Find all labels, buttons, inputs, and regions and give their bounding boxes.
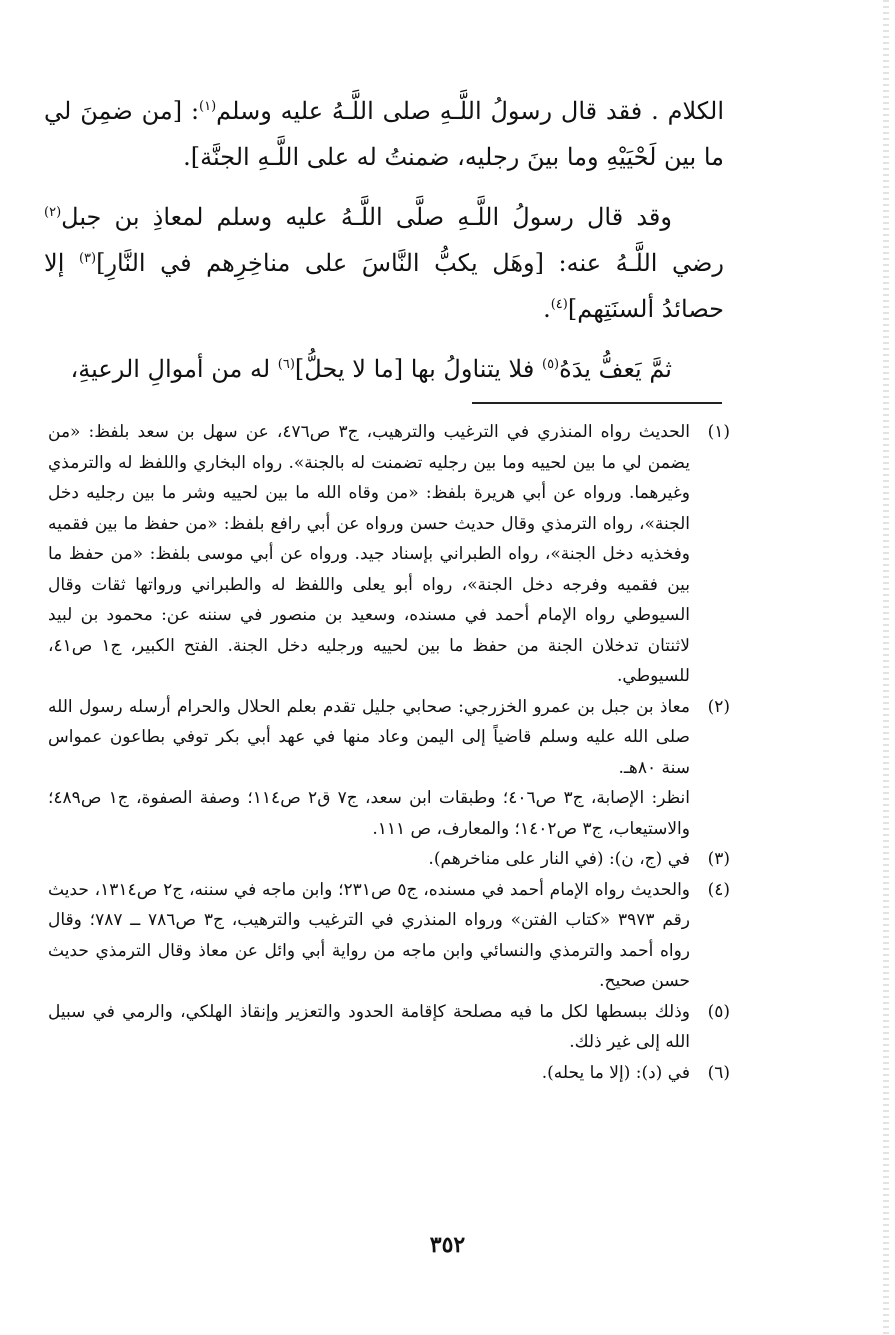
paragraph-2-text-d: . — [543, 295, 551, 323]
footnote-number: (٢) — [707, 696, 730, 717]
footnote-text: وذلك ببسطها لكل ما فيه مصلحة كإقامة الحدود والتعزير وإنقاذ الهلكي، والرمي في سبيل الله إلى غير ذلك. — [48, 1001, 690, 1052]
footnote-3 — [48, 844, 730, 875]
footnote-6 — [48, 1058, 730, 1089]
footnote-number: (٤) — [707, 879, 730, 900]
footnote-4 — [48, 875, 730, 997]
footnote-text: الحديث رواه المنذري في الترغيب والترهيب، ج٣ ص٤٧٦، عن سهل بن سعد بلفظ: «من يضمن لي ما بين لحييه وما بين رجليه تضمنت له بالجنة». رواه البخاري واللفظ له والترمذي وغيرهما. ورواه عن أبي هريرة بلفظ: «من وقاه الله ما بين لحييه وشر ما بين رجليه دخل الجنة»، رواه الترمذي وقال حديث حسن ورواه عن أبي رافع بلفظ: «من حفظ ما بين فقميه وفخذيه دخل الجنة»، رواه الطبراني بإسناد جيد. ورواه عن أبي موسى بلفظ: «من حفظ ما بين فقميه وفرجه دخل الجنة»، رواه أبو يعلى واللفظ له والطبراني ورواتها ثقات وقال السيوطي رواه الإمام أحمد في مسنده، وسعيد بن منصور في سننه عن: محمود بن لبيد لاثنتان تدخلان الجنة من حفظ ما بين لحييه ورجليه دخل الجنة. الفتح الكبير، ج١ ص٤١، للسيوطي. — [48, 422, 690, 686]
footnote-text: والحديث رواه الإمام أحمد في مسنده، ج٥ ص٢٣١؛ وابن ماجه في سننه، ج٢ ص١٣١٤، حديث رقم ٣٩٧٣ «كتاب الفتن» ورواه المنذري في الترغيب والترهيب، ج٣ ص٧٨٦ ــ ٧٨٧؛ وقال رواه أحمد والترمذي والنسائي وابن ماجه من رواية أبي وائل عن معاذ وقال الترمذي حديث حسن صحيح. — [48, 879, 691, 991]
footnote-number: (٥) — [707, 1001, 730, 1022]
paragraph-3 — [44, 346, 724, 392]
footnote-ref-5: (٥) — [541, 357, 560, 372]
footnote-ref-6: (٦) — [277, 357, 295, 372]
footnote-number: (٣) — [707, 849, 730, 869]
paragraph-3-text-b: فلا يتناولُ بها [ما لا يحلُّ] — [294, 355, 542, 383]
paragraph-2-text-c: إلا حصائدُ ألسنَتِهم] — [44, 249, 724, 323]
footnote-5 — [48, 997, 730, 1058]
footnote-ref-2: (٢) — [44, 205, 62, 220]
scan-edge — [883, 0, 889, 1335]
footnote-2 — [48, 692, 730, 845]
paragraph-2-text: وقد قال رسولُ اللَّـهِ صلَّى اللَّـهُ عليه وسلم لمعاذِ بن جبل — [61, 203, 672, 231]
page-number: ٣٥٢ — [429, 1232, 466, 1258]
footnote-ref-3: (٣) — [78, 251, 97, 266]
footnote-number: (٦) — [707, 1062, 730, 1083]
footnote-separator — [472, 402, 722, 404]
footnote-text: في (ج، ن): (في النار على مناخرهم). — [428, 849, 690, 869]
paragraph-1 — [44, 88, 724, 180]
footnote-text: في (د): (إلا ما يحله). — [541, 1062, 690, 1083]
footnote-text-sources: انظر: الإصابة، ج٣ ص٤٠٦؛ وطبقات ابن سعد، ج٧ ق٢ ص١١٤؛ وصفة الصفوة، ج١ ص٤٨٩؛ والاستيعاب، ج٣ ص١٤٠٢؛ والمعارف، ص ١١١. — [48, 788, 690, 839]
paragraph-2 — [44, 194, 724, 332]
footnote-text: معاذ بن جبل بن عمرو الخزرجي: صحابي جليل تقدم بعلم الحلال والحرام أرسله رسول الله صلى الله عليه وسلم قاضياً إلى اليمن وعاد منها في عهد أبي بكر توفي بطاعون عمواس سنة ٨٠هـ. — [48, 696, 690, 778]
main-text — [44, 88, 724, 406]
footnotes — [48, 417, 730, 1088]
footnote-ref-1: (١) — [199, 99, 217, 114]
paragraph-3-text: ثمَّ يَعفُّ يدَهُ — [559, 355, 672, 383]
paragraph-1-text: الكلام . فقد قال رسولُ اللَّـهِ صلى اللَّـهُ عليه وسلم — [216, 97, 724, 125]
footnote-1 — [48, 417, 730, 692]
footnote-ref-4: (٤) — [550, 297, 568, 312]
footnote-number: (١) — [707, 422, 730, 442]
paragraph-1-text-b: : [من ضمِنَ لي ما بين لَحْيَيْهِ وما بينَ رجليه، ضمنتُ له على اللَّـهِ الجنَّة]. — [44, 97, 724, 171]
paragraph-3-text-c: له من أموالِ الرعيةِ، — [70, 355, 278, 383]
paragraph-2-text-b: رضي اللَّـهُ عنه: [وهَل يكبُّ النَّاسَ على مناخِرِهم في النَّارِ] — [96, 249, 724, 277]
